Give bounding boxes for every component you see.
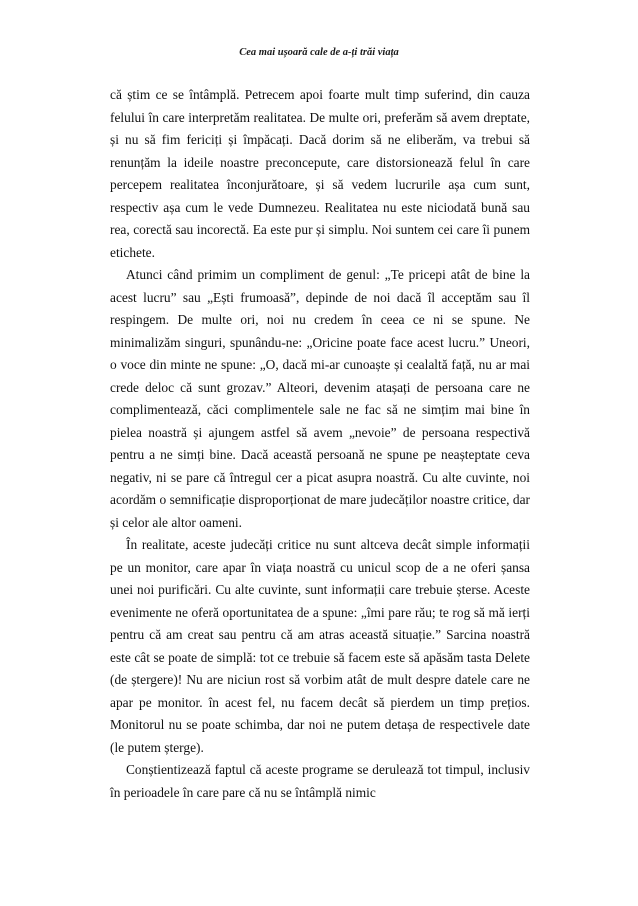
paragraph-1: că știm ce se întâmplă. Petrecem apoi foarte mult timp suferind, din cauza felului în care interpretăm realitatea. De multe ori, preferăm să avem dreptate, și nu să fim fericiți și împăcați. Dacă dorim să ne eliberăm, va trebui să renunțăm la ideile noastre preconcepute, care distorsionează felul în care percepem realitatea înconjurătoare, și să vedem lucrurile așa cum sunt, respectiv așa cum le vede Dumnezeu. Realitatea nu este niciodată bună sau rea, corectă sau incorectă. Ea este pur și simplu. Noi suntem cei care îi punem etichete. [110, 87, 530, 260]
running-head: Cea mai ușoară cale de a-ți trăi viața [239, 47, 399, 58]
paragraph-2: Atunci când primim un compliment de genul: „Te pricepi atât de bine la acest lucru” sau „Ești frumoasă”, depinde de noi dacă îl acceptăm sau îl respingem. De multe ori, noi nu credem în ceea ce ni se spune. Ne minimalizăm singuri, spunându-ne: „Oricine poate face acest lucru.” Uneori, o voce din minte ne spune: „O, dacă mi-ar cunoaște și cealaltă față, nu ar mai crede deloc că sunt grozav.” Alteori, devenim atașați de persoana care ne complimentează, căci complimentele sale ne fac să ne simțim mai bine în pielea noastră și ajungem astfel să avem „nevoie” de persoana respectivă pentru a ne simți bine. Dacă această persoană ne spune pe neașteptate ceva negativ, ni se pare că întregul cer a picat asupra noastră. Cu alte cuvinte, noi acordăm o semnificație disproporționat de mare judecăților noastre critice, dar și celor ale altor oameni. [110, 267, 530, 530]
paragraph-3: În realitate, aceste judecăți critice nu sunt altceva decât simple informații pe un monitor, care apar în viața noastră cu unicul scop de a ne oferi șansa unei noi purificări. Cu alte cuvinte, sunt informații care trebuie șterse. Aceste evenimente ne oferă oportunitatea de a spune: „îmi pare rău; te rog să mă ierți pentru că am creat sau pentru că am atras această situație.” Sarcina noastră este cât se poate de simplă: tot ce trebuie să facem este să apăsăm tasta Delete (de ștergere)! Nu are niciun rost să vorbim atât de mult despre datele care ne apar pe monitor. în acest fel, nu facem decât să pierdem un timp prețios. Monitorul nu se poate schimba, dar noi ne putem detașa de respectivele date (le putem șterge). [110, 537, 530, 755]
paragraph-4: Conștientizează faptul că aceste programe se derulează tot timpul, inclusiv în perioadele în care pare că nu se întâmplă nimic [110, 762, 530, 800]
body-text [110, 84, 530, 804]
